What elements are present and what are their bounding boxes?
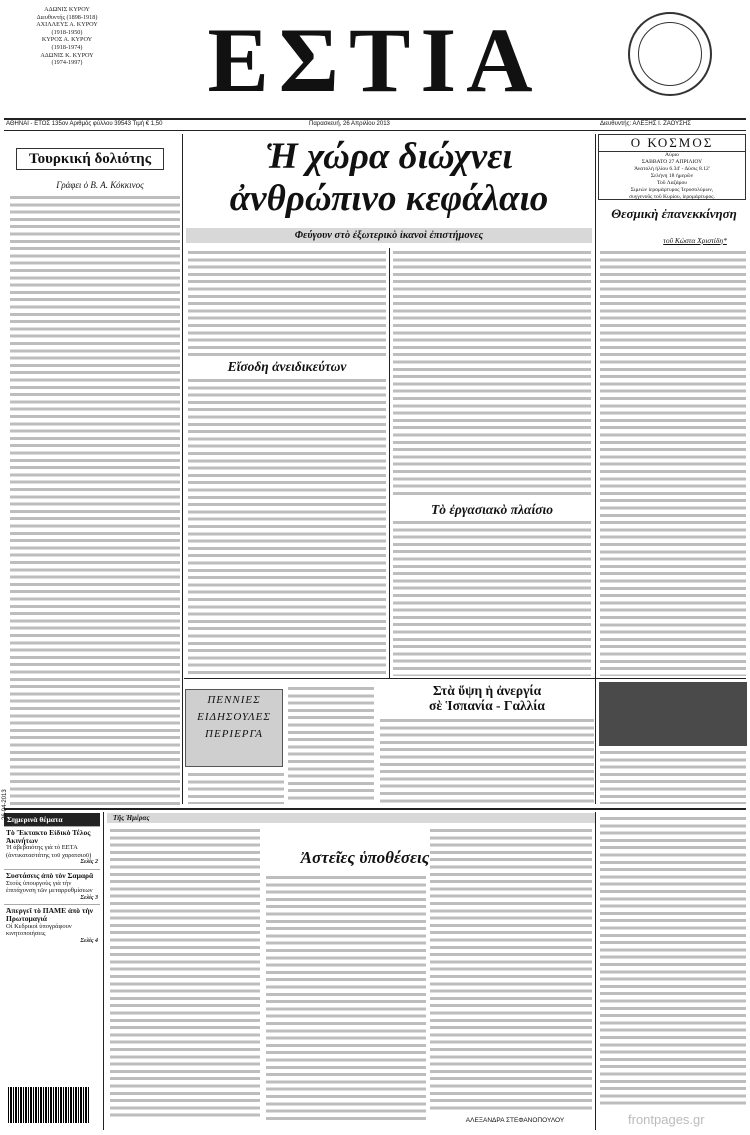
kosmos-line: Σελήνη 18 ήμερῶν [650, 173, 694, 179]
box-title-line: ΕΙΔΗΣΟΥΛΕΣ [197, 711, 271, 723]
spain-headline-line: Στὰ ὕψη ἡ ἀνεργία [432, 683, 542, 698]
tihm-header: Τῆς Ἡμέρας [107, 813, 595, 823]
kosmos-line: ΣΑΒΒΑΤΟ 27 ΑΠΡΙΛΙΟΥ [641, 159, 703, 165]
kosmos-line: Αύριο [665, 152, 679, 158]
topic-item[interactable] [4, 904, 100, 947]
column-text [430, 828, 592, 1110]
main-subhead: Φεύγουν στὸ ἐξωτερικὸ ἱκανοὶ ἐπιστήμονες [186, 228, 592, 243]
article-column [393, 250, 591, 498]
headline-line: ἀνθρώπινο κεφάλαιο [229, 178, 549, 219]
todays-topics [4, 813, 100, 947]
topic-title: Τὸ Ἔκτακτο Εἰδικὸ Τέλος Ἀκινήτων [6, 828, 91, 845]
spain-headline [380, 683, 594, 713]
asteies-headline: Ἀστεῖες ὑποθέσεις [300, 848, 430, 867]
founder-line: ΑΧΙΛΛΕΥΣ Α. ΚΥΡΟΥ [36, 21, 98, 29]
side-headline: Θεσμικὴ ἐπανεκκίνηση [611, 206, 737, 221]
kosmos-line: συγγενοῦς τοῦ Κυρίου, ἱερομάρτυρος. [629, 194, 715, 200]
short-news-column [188, 772, 284, 804]
topic-page: Σελὶς 3 [80, 894, 98, 901]
info-bar [4, 120, 746, 129]
editorial-title: Τουρκική δολιότης [16, 148, 164, 170]
watermark: frontpages.gr [628, 1112, 705, 1127]
issue-date: Παρασκευή, 26 Απριλίου 2013 [309, 121, 390, 127]
founder-line: ΚΥΡΟΣ Α. ΚΥΡΟΥ [41, 36, 93, 44]
kosmos-line: Σιμεών ἱερομάρτυρος Ἱεροσολύμων, [630, 187, 714, 193]
vertical-date: 26-04-2013 [2, 789, 8, 820]
topic-item[interactable] [4, 826, 100, 869]
short-news-box [185, 689, 283, 767]
topic-title: Ἀπεργεῖ τὸ ΠΑΜΕ ἀπὸ τὴν Πρωτομαγιά [6, 906, 93, 923]
seal-logo [628, 12, 712, 96]
topic-page: Σελὶς 4 [80, 937, 98, 944]
issue-info: ΑΘΗΝΑΙ - ΕΤΟΣ 135ον Αριθμός φύλλου 39543 Τιμή € 1,50 [6, 121, 163, 127]
article-column [393, 520, 591, 676]
side-article-body [600, 250, 746, 676]
section-heading: Εἴσοδη ἀνειδικεύτων [227, 359, 347, 374]
column-text [110, 828, 260, 1120]
founders-list [6, 6, 128, 67]
spain-article-body [380, 718, 594, 804]
topics-header: Σημερινὰ θέματα [4, 813, 100, 826]
box-title-line: ΠΕΡΙΕΡΓΑ [205, 728, 263, 740]
editorial-byline: Γράφει ὁ Β. Α. Κόκκινος [56, 180, 144, 190]
short-news-column [288, 686, 374, 804]
article-photo [599, 682, 747, 746]
founder-line: Διευθυντής (1898-1918) [36, 13, 98, 21]
topic-summary: Στοὺς ὑπουργοὺς γιὰ τὴν ἐπιτάχυνση τῶν μεταρρυθμίσεων [6, 879, 93, 895]
side-article-bottom [600, 816, 746, 1106]
article-column [188, 250, 386, 358]
kosmos-line: Άνατολή ήλίου 6.34' - Δύσις 8.12' [634, 166, 710, 172]
spain-headline-line: σὲ Ἱσπανία - Γαλλία [429, 698, 545, 713]
section-heading: Τὸ ἐργασιακὸ πλαίσιο [430, 502, 554, 517]
topic-summary: Οἱ Κεδρικοὶ ὑπογράφουν κινητοποιήσεις [6, 922, 72, 938]
topic-summary: Ἡ ἀβεβαιότης γιὰ τὸ ΕΕΤΑ (ἀντικαταστάτης τοῦ χαρατσιοῦ) [6, 844, 92, 859]
founder-line: (1918-1974) [51, 43, 83, 51]
founder-line: ΑΔΩΝΙΣ Κ. ΚΥΡΟΥ [40, 51, 94, 59]
column-text [266, 875, 426, 1120]
column-signature: ΑΛΕΞΑΝΔΡΑ ΣΤΕΦΑΝΟΠΟΥΛΟΥ [465, 1117, 565, 1124]
article-column [188, 378, 386, 676]
headline-line: Ἡ χώρα διώχνει [265, 136, 513, 177]
kosmos-box [598, 134, 746, 200]
side-byline: τοῦ Κώστα Χριστίδη* [663, 236, 727, 245]
kosmos-title: Ο ΚΟΣΜΟΣ [599, 135, 745, 152]
topic-page: Σελὶς 2 [80, 859, 98, 866]
masthead-title: ΕΣΤΙΑ [207, 9, 543, 111]
box-title-line: ΠΕΝΝΙΕΣ [207, 694, 261, 706]
side-article-continued [600, 750, 746, 804]
kosmos-line: Τοῦ Λαζάρου [656, 180, 688, 186]
founder-line: (1918-1950) [51, 28, 83, 36]
founder-line: ΑΔΩΝΙΣ ΚΥΡΟΥ [44, 6, 90, 13]
barcode [8, 1087, 90, 1123]
director: Διευθυντής: ΑΛΕΞΗΣ Ι. ΖΑΟΥΣΗΣ [600, 121, 691, 127]
main-headline [186, 136, 592, 220]
topic-title: Συστάσεις ἀπὸ τὸν Σαμαρᾶ [6, 870, 94, 880]
founder-line: (1974-1997) [51, 59, 83, 67]
topic-item[interactable] [4, 869, 100, 904]
editorial-body [10, 195, 180, 805]
